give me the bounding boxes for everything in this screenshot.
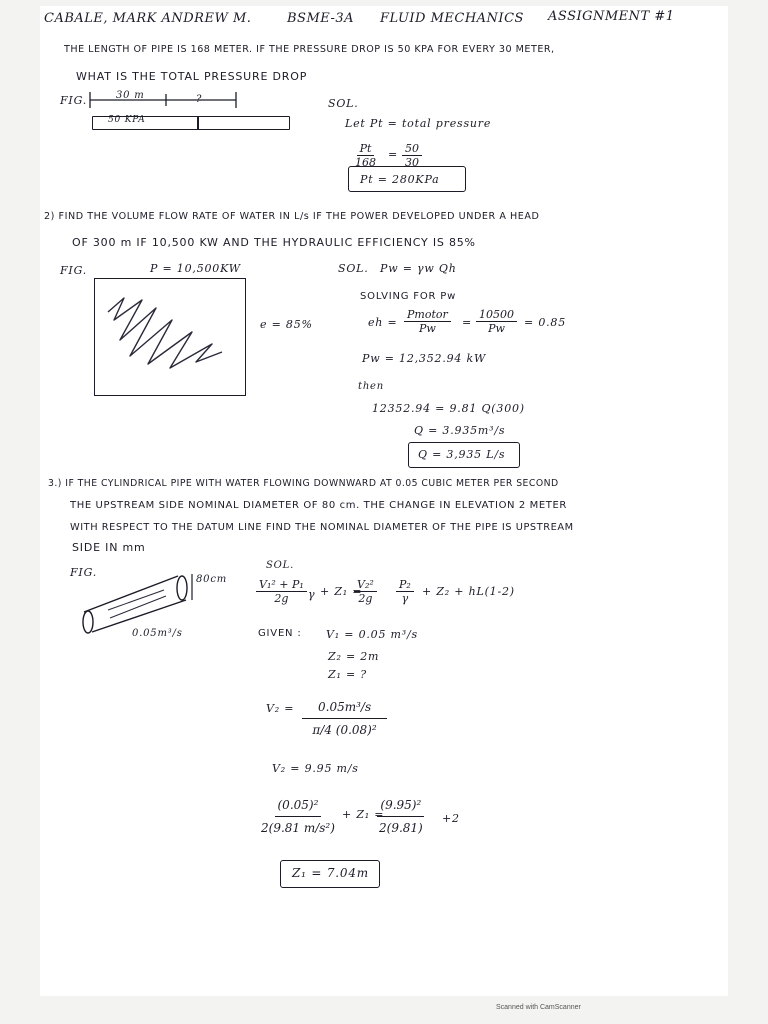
problem1-bar-label: 50 KPA xyxy=(108,115,146,125)
problem2-fig-label: FIG. xyxy=(60,264,88,277)
bernoulli-gamma: γ xyxy=(308,588,316,601)
subject-title: FLUID MECHANICS xyxy=(380,11,524,26)
v2-result: V₂ = 9.95 m/s xyxy=(272,762,359,775)
problem2-formula: Pw = γw Qh xyxy=(380,262,457,275)
problem3-flow-label: 0.05m³/s xyxy=(132,628,183,639)
problem3-answer: Z₁ = 7.04m xyxy=(292,866,369,880)
v2-lhs: V₂ = xyxy=(266,702,295,715)
problem3-sol-label: SOL. xyxy=(266,560,295,571)
student-name: CABALE, MARK ANDREW M. xyxy=(44,11,252,26)
problem1-let-line: Let Pt = total pressure xyxy=(345,117,492,130)
final-left-fraction: $\frac{\text{(0.05)²}}{\text{2(9.81 m/s²)}}$ xyxy=(258,794,338,839)
problem1-dim-label: 30 m xyxy=(116,90,145,101)
problem3-statement-line3: WITH RESPECT TO THE DATUM LINE FIND THE NOMINAL DIAMETER OF THE PIPE IS UPSTREAM xyxy=(70,522,574,533)
bernoulli-tail: + Z₂ + hL(1-2) xyxy=(422,585,515,598)
problem2-pw-result: Pw = 12,352.94 kW xyxy=(362,352,487,365)
problem2-then: then xyxy=(358,381,385,392)
v2-fraction: $\frac{\text{0.05m³/s}}{\text{π/4 (0.08)²}}$ xyxy=(302,696,387,741)
problem2-solving-for: SOLVING FOR Pw xyxy=(360,291,457,302)
problem1-statement-line1: THE LENGTH OF PIPE IS 168 METER. IF THE PRESSURE DROP IS 50 KPA FOR EVERY 30 METER, xyxy=(64,44,555,55)
final-right-fraction: $\frac{\text{(9.95)²}}{2(9.81)}$ xyxy=(376,794,426,839)
problem1-ratio-right: $\frac{50}{30}$ xyxy=(402,142,422,169)
given-z2: Z₂ = 2m xyxy=(328,650,380,663)
problem1-statement-line2: WHAT IS THE TOTAL PRESSURE DROP xyxy=(76,70,308,83)
scanner-watermark: Scanned with CamScanner xyxy=(496,1004,581,1011)
problem2-sol-label: SOL. xyxy=(338,262,369,275)
problem2-eh-fraction-2: $\frac{10500}{Pw}$ xyxy=(476,308,517,335)
water-sketch-scribble xyxy=(94,278,244,394)
bernoulli-left-fraction: $\frac{\text{V₁² + P₁}}{2g}$ xyxy=(256,578,307,605)
problem3-statement-line1: 3.) IF THE CYLINDRICAL PIPE WITH WATER FLOWING DOWNWARD AT 0.05 CUBIC METER PER SECOND xyxy=(48,478,559,489)
problem2-q-m3: Q = 3.935m³/s xyxy=(414,424,506,437)
given-label: GIVEN : xyxy=(258,628,302,639)
bernoulli-right-fraction: $\frac{\text{V₂²}}{2g}$ xyxy=(354,578,377,605)
problem3-statement-line2: THE UPSTREAM SIDE NOMINAL DIAMETER OF 80 cm. THE CHANGE IN ELEVATION 2 METER xyxy=(70,500,567,511)
given-v1: V₁ = 0.05 m³/s xyxy=(326,628,418,641)
course-section: BSME-3A xyxy=(287,11,355,26)
problem3-statement-line4: SIDE IN mm xyxy=(72,541,146,554)
problem2-equals: = xyxy=(462,316,473,329)
problem1-bar-divider xyxy=(197,116,199,130)
final-mid: + Z₁ = xyxy=(342,808,385,821)
problem1-ratio-left: $\frac{Pt}{168}$ xyxy=(355,142,376,169)
problem2-statement-line1: 2) FIND THE VOLUME FLOW RATE OF WATER IN L/s IF THE POWER DEVELOPED UNDER A HEAD xyxy=(44,211,540,222)
problem2-power-label: P = 10,500KW xyxy=(150,262,241,275)
problem2-equation: 12352.94 = 9.81 Q(300) xyxy=(372,402,525,415)
problem3-fig-label: FIG. xyxy=(70,566,98,579)
problem1-fig-label: FIG. xyxy=(60,94,88,107)
bernoulli-z1: + Z₁ = xyxy=(320,585,363,598)
problem2-efficiency-label: e = 85% xyxy=(260,318,313,331)
problem2-eh-lhs: eh = xyxy=(368,316,398,329)
final-tail: +2 xyxy=(442,812,460,825)
problem1-equals: = xyxy=(388,148,399,161)
bernoulli-p2-fraction: $\frac{\text{P₂}}{\gamma}$ xyxy=(396,578,414,605)
problem2-eh-fraction: Pmotor Pw xyxy=(404,308,451,335)
assignment-title: ASSIGNMENT #1 xyxy=(548,9,675,24)
problem1-answer: Pt = 280KPa xyxy=(360,173,440,186)
given-z1: Z₁ = ? xyxy=(328,668,367,681)
problem1-dimension-line xyxy=(88,88,248,112)
problem2-eh-result: = 0.85 xyxy=(524,316,567,329)
problem1-dim-unknown: ? xyxy=(196,94,203,105)
problem1-sol-label: SOL. xyxy=(328,97,359,110)
problem3-diameter-label: 80cm xyxy=(196,574,228,585)
problem2-statement-line2: OF 300 m IF 10,500 KW AND THE HYDRAULIC EFFICIENCY IS 85% xyxy=(72,236,476,249)
problem2-answer: Q = 3,935 L/s xyxy=(418,448,506,461)
